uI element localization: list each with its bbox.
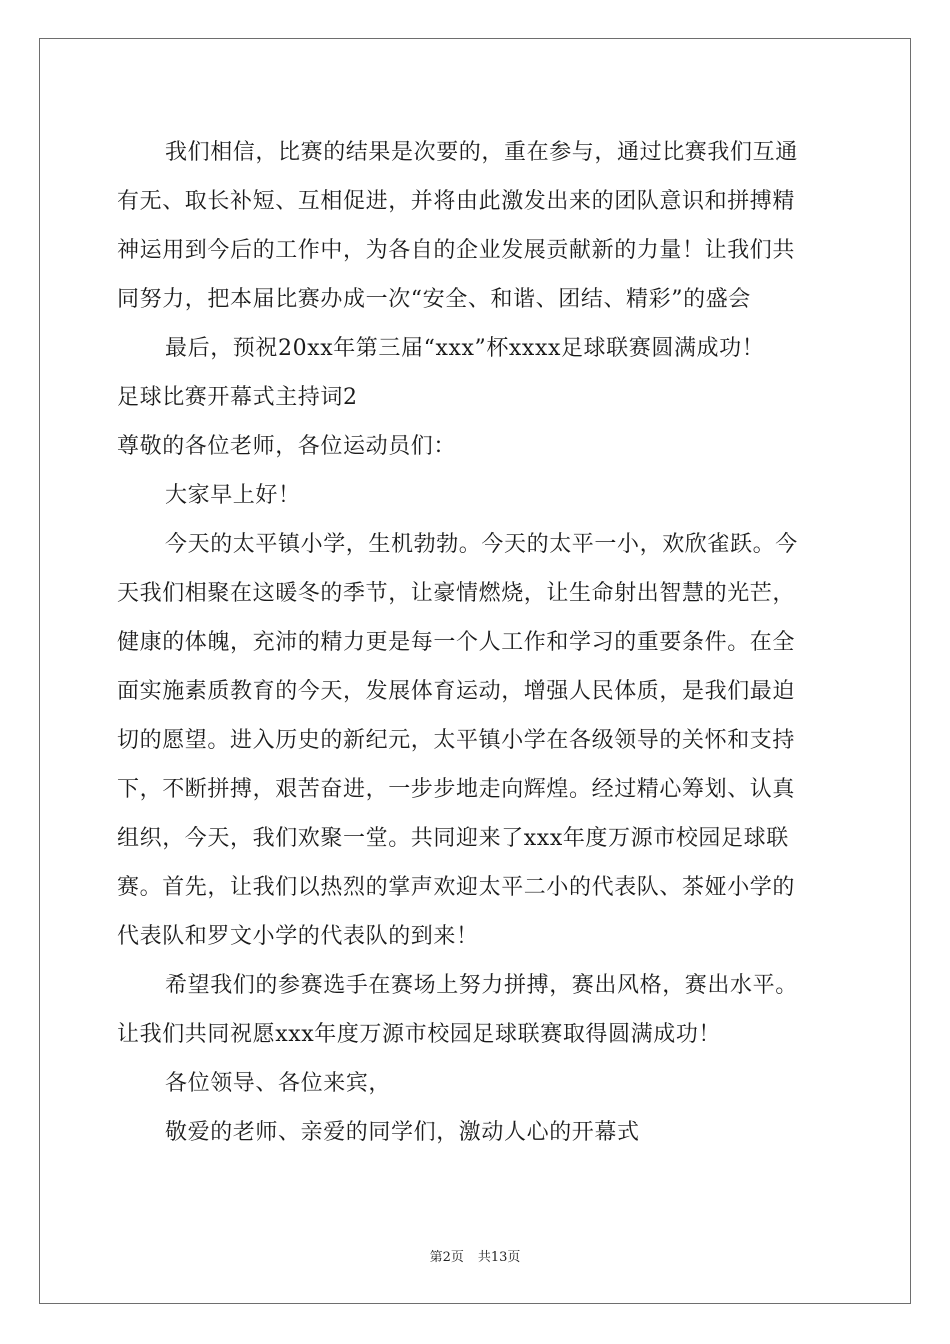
greeting: 大家早上好！ xyxy=(165,483,301,508)
paragraph-line: 让我们共同祝愿xxx年度万源市校园足球联赛取得圆满成功！ xyxy=(117,1022,722,1047)
paragraph-line: 组织，今天，我们欢聚一堂。共同迎来了xxx年度万源市校园足球联 xyxy=(117,826,789,851)
paragraph-line: 下，不断拼搏，艰苦奋进，一步步地走向辉煌。经过精心筹划、认真 xyxy=(117,777,796,802)
paragraph-line: 同努力，把本届比赛办成一次“安全、和谐、团结、精彩”的盛会 xyxy=(117,287,751,312)
salutation: 尊敬的各位老师，各位运动员们： xyxy=(117,434,457,459)
paragraph-line: 最后，预祝20xx年第三届“xxx”杯xxxx足球联赛圆满成功！ xyxy=(165,336,765,361)
paragraph-line: 健康的体魄，充沛的精力更是每一个人工作和学习的重要条件。在全 xyxy=(117,630,796,655)
paragraph-line: 敬爱的老师、亲爱的同学们，激动人心的开幕式 xyxy=(165,1120,640,1145)
paragraph-line: 今天的太平镇小学，生机勃勃。今天的太平一小，欢欣雀跃。今 xyxy=(165,532,798,557)
page-number: 第2页 xyxy=(429,1250,464,1265)
paragraph-line: 希望我们的参赛选手在赛场上努力拼搏，赛出风格，赛出水平。 xyxy=(165,973,798,998)
paragraph-line: 面实施素质教育的今天，发展体育运动，增强人民体质，是我们最迫 xyxy=(117,679,796,704)
paragraph-line: 我们相信，比赛的结果是次要的，重在参与，通过比赛我们互通 xyxy=(165,140,798,165)
paragraph-line: 赛。首先，让我们以热烈的掌声欢迎太平二小的代表队、茶娅小学的 xyxy=(117,875,796,900)
document-body xyxy=(117,128,837,1157)
paragraph-line: 神运用到今后的工作中，为各自的企业发展贡献新的力量！让我们共 xyxy=(117,238,796,263)
page-total: 共13页 xyxy=(477,1250,521,1265)
paragraph-line: 有无、取长补短、互相促进，并将由此激发出来的团队意识和拼搏精 xyxy=(117,189,796,214)
paragraph-line: 天我们相聚在这暖冬的季节，让豪情燃烧，让生命射出智慧的光芒， xyxy=(117,581,796,606)
paragraph-line: 代表队和罗文小学的代表队的到来！ xyxy=(117,924,479,949)
section-title: 足球比赛开幕式主持词2 xyxy=(117,385,358,410)
page-footer xyxy=(0,1246,950,1265)
paragraph-line: 切的愿望。进入历史的新纪元，太平镇小学在各级领导的关怀和支持 xyxy=(117,728,796,753)
paragraph-line: 各位领导、各位来宾， xyxy=(165,1071,392,1096)
